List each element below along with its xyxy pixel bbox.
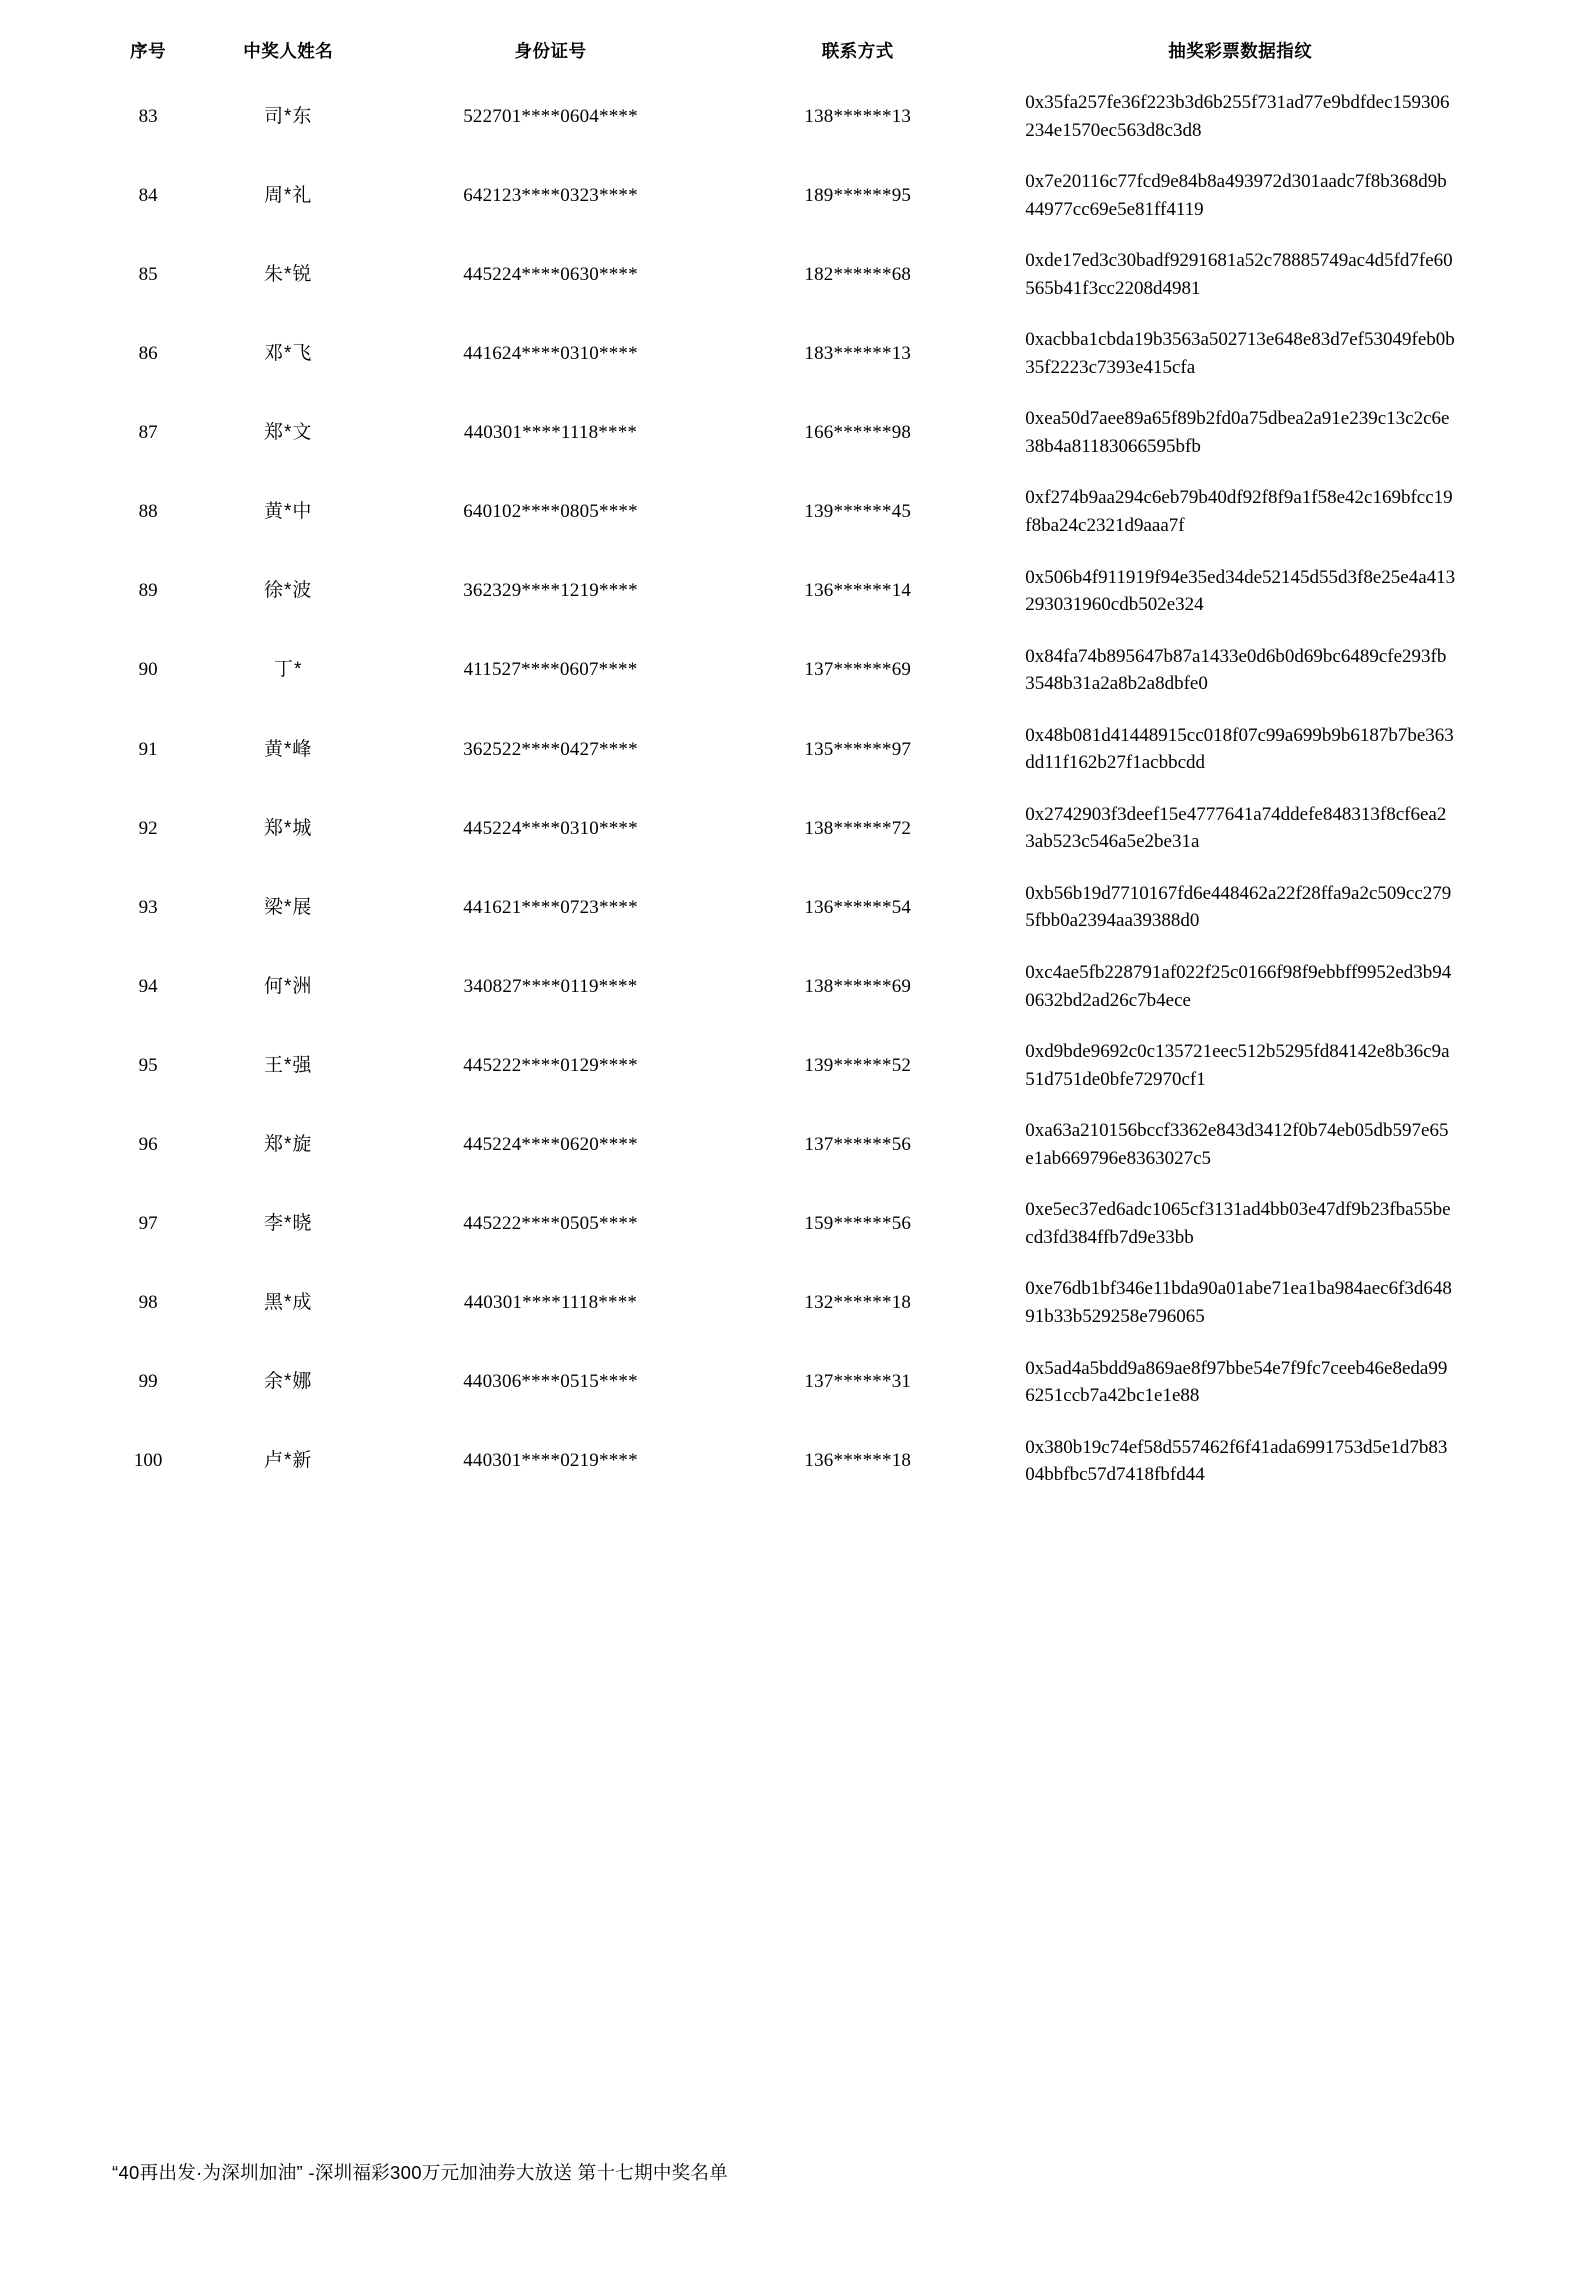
cell-id-number: 362522****0427****: [463, 738, 638, 760]
column-header-id: 身份证号: [514, 41, 587, 61]
cell-phone: 136******14: [804, 580, 912, 602]
table-row: [98, 710, 1488, 789]
table-row: [98, 1026, 1488, 1105]
cell-winner-name: 余*娜: [264, 1371, 313, 1393]
cell-phone: 189******95: [804, 184, 912, 206]
cell-id-number: 445222****0129****: [463, 1054, 638, 1076]
cell-phone: 137******56: [804, 1133, 912, 1155]
cell-winner-name: 周*礼: [264, 184, 313, 206]
cell-fingerprint: [993, 1422, 1488, 1501]
cell-winner-name: 何*洲: [264, 975, 313, 997]
cell-id-number: 440301****1118****: [463, 422, 638, 444]
cell-id-number: 411527****0607****: [463, 659, 638, 681]
fingerprint-text: 0x506b4f911919f94e35ed34de52145d55d3f8e25e4a413293031960cdb502e324: [1025, 566, 1456, 616]
column-header-name: 中奖人姓名: [243, 41, 334, 61]
cell-phone: 136******18: [804, 1450, 912, 1472]
fingerprint-text: 0xa63a210156bccf3362e843d3412f0b74eb05db597e65e1ab669796e8363027c5: [1025, 1120, 1449, 1169]
cell-index: 93: [138, 896, 158, 918]
cell-fingerprint: [993, 868, 1488, 947]
cell-winner-name: 黑*成: [264, 1292, 313, 1314]
cell-winner-name: 郑*旋: [264, 1133, 313, 1155]
fingerprint-text: 0xb56b19d7710167fd6e448462a22f28ffa9a2c509cc2795fbb0a2394aa39388d0: [1025, 882, 1452, 932]
table-row: [98, 393, 1488, 472]
cell-index: 100: [133, 1450, 163, 1472]
cell-fingerprint: [993, 1184, 1488, 1263]
cell-index: 84: [138, 184, 158, 206]
cell-phone: 159******56: [804, 1213, 912, 1235]
cell-index: 89: [138, 580, 158, 602]
cell-index: 97: [138, 1213, 158, 1235]
cell-index: 95: [138, 1054, 158, 1076]
table-row: [98, 631, 1488, 710]
cell-fingerprint: [993, 710, 1488, 789]
table-row: [98, 552, 1488, 631]
cell-index: 98: [138, 1292, 158, 1314]
cell-fingerprint: [993, 1105, 1488, 1184]
cell-fingerprint: [993, 156, 1488, 235]
cell-winner-name: 徐*波: [264, 580, 313, 602]
table-row: [98, 1343, 1488, 1422]
cell-id-number: 441621****0723****: [463, 896, 638, 918]
fingerprint-text: 0xc4ae5fb228791af022f25c0166f98f9ebbff9952ed3b940632bd2ad26c7b4ece: [1025, 962, 1452, 1011]
cell-phone: 137******31: [804, 1371, 912, 1393]
cell-fingerprint: [993, 789, 1488, 868]
cell-phone: 182******68: [804, 263, 912, 285]
cell-fingerprint: [993, 1026, 1488, 1105]
cell-winner-name: 朱*锐: [264, 263, 313, 285]
cell-phone: 135******97: [804, 738, 912, 760]
cell-id-number: 440301****0219****: [463, 1450, 638, 1472]
cell-index: 94: [138, 975, 158, 997]
table-row: [98, 1422, 1488, 1501]
cell-index: 92: [138, 817, 158, 839]
cell-index: 99: [138, 1371, 158, 1393]
cell-fingerprint: [993, 472, 1488, 551]
document-page: [0, 28, 1586, 2273]
table-body: [98, 77, 1488, 1501]
cell-fingerprint: [993, 552, 1488, 631]
fingerprint-text: 0xe76db1bf346e11bda90a01abe71ea1ba984aec6f3d64891b33b529258e796065: [1025, 1278, 1452, 1327]
table-row: [98, 472, 1488, 551]
cell-fingerprint: [993, 314, 1488, 393]
fingerprint-text: 0xf274b9aa294c6eb79b40df92f8f9a1f58e42c169bfcc19f8ba24c2321d9aaa7f: [1025, 487, 1453, 537]
cell-index: 83: [138, 105, 158, 127]
cell-fingerprint: [993, 947, 1488, 1026]
cell-index: 90: [138, 659, 158, 681]
column-header-fingerprint: 抽奖彩票数据指纹: [1168, 41, 1313, 61]
cell-phone: 139******45: [804, 501, 912, 523]
cell-phone: 138******72: [804, 817, 912, 839]
fingerprint-text: 0x2742903f3deef15e4777641a74ddefe848313f8cf6ea23ab523c546a5e2be31a: [1025, 803, 1447, 853]
cell-phone: 166******98: [804, 422, 912, 444]
fingerprint-text: 0x5ad4a5bdd9a869ae8f97bbe54e7f9fc7ceeb46e8eda996251ccb7a42bc1e1e88: [1025, 1357, 1448, 1407]
cell-id-number: 340827****0119****: [463, 975, 638, 997]
cell-winner-name: 邓*飞: [264, 343, 313, 365]
page-footer: “40再出发·为深圳加油” -深圳福彩300万元加油券大放送 第十七期中奖名单: [112, 2162, 729, 2183]
cell-phone: 136******54: [804, 896, 912, 918]
column-header-phone: 联系方式: [821, 41, 894, 61]
column-header-index: 序号: [130, 41, 167, 61]
cell-fingerprint: [993, 393, 1488, 472]
cell-index: 91: [138, 738, 158, 760]
fingerprint-text: 0x7e20116c77fcd9e84b8a493972d301aadc7f8b368d9b44977cc69e5e81ff4119: [1025, 171, 1447, 220]
cell-index: 86: [138, 343, 158, 365]
table-header: [98, 28, 1488, 77]
cell-phone: 183******13: [804, 343, 912, 365]
fingerprint-text: 0x35fa257fe36f223b3d6b255f731ad77e9bdfdec159306234e1570ec563d8c3d8: [1025, 92, 1450, 141]
fingerprint-text: 0xe5ec37ed6adc1065cf3131ad4bb03e47df9b23fba55becd3fd384ffb7d9e33bb: [1025, 1199, 1451, 1248]
cell-winner-name: 丁*: [274, 659, 303, 681]
cell-fingerprint: [993, 77, 1488, 156]
table-header-row: [98, 28, 1488, 77]
cell-index: 88: [138, 501, 158, 523]
table-row: [98, 1184, 1488, 1263]
cell-index: 87: [138, 422, 158, 444]
fingerprint-text: 0xacbba1cbda19b3563a502713e648e83d7ef53049feb0b35f2223c7393e415cfa: [1025, 329, 1455, 378]
cell-phone: 132******18: [804, 1292, 912, 1314]
cell-winner-name: 司*东: [264, 105, 313, 127]
fingerprint-text: 0xd9bde9692c0c135721eec512b5295fd84142e8b36c9a51d751de0bfe72970cf1: [1025, 1041, 1450, 1090]
cell-id-number: 445224****0630****: [463, 263, 638, 285]
fingerprint-text: 0x380b19c74ef58d557462f6f41ada6991753d5e1d7b8304bbfbc57d7418fbfd44: [1025, 1436, 1448, 1486]
cell-fingerprint: [993, 1263, 1488, 1342]
winners-table: [98, 28, 1488, 1501]
cell-id-number: 440306****0515****: [463, 1371, 638, 1393]
table-row: [98, 1263, 1488, 1342]
table-row: [98, 156, 1488, 235]
cell-winner-name: 郑*城: [264, 817, 313, 839]
cell-phone: 138******13: [804, 105, 912, 127]
cell-winner-name: 黄*峰: [264, 738, 313, 760]
cell-fingerprint: [993, 235, 1488, 314]
table-row: [98, 314, 1488, 393]
cell-id-number: 445222****0505****: [463, 1213, 638, 1235]
cell-id-number: 642123****0323****: [463, 184, 638, 206]
fingerprint-text: 0x48b081d41448915cc018f07c99a699b9b6187b7be363dd11f162b27f1acbbcdd: [1025, 724, 1454, 774]
cell-winner-name: 黄*中: [264, 501, 313, 523]
cell-id-number: 441624****0310****: [463, 343, 638, 365]
table-row: [98, 868, 1488, 947]
cell-id-number: 640102****0805****: [463, 501, 638, 523]
fingerprint-text: 0xde17ed3c30badf9291681a52c78885749ac4d5fd7fe60565b41f3cc2208d4981: [1025, 250, 1453, 299]
cell-index: 85: [138, 263, 158, 285]
cell-id-number: 522701****0604****: [463, 105, 638, 127]
cell-id-number: 445224****0620****: [463, 1133, 638, 1155]
table-row: [98, 235, 1488, 314]
table-row: [98, 789, 1488, 868]
cell-id-number: 362329****1219****: [463, 580, 638, 602]
fingerprint-text: 0xea50d7aee89a65f89b2fd0a75dbea2a91e239c13c2c6e38b4a81183066595bfb: [1025, 408, 1450, 457]
cell-index: 96: [138, 1133, 158, 1155]
cell-winner-name: 王*强: [264, 1054, 313, 1076]
table-row: [98, 77, 1488, 156]
cell-winner-name: 李*晓: [264, 1213, 313, 1235]
cell-id-number: 445224****0310****: [463, 817, 638, 839]
cell-winner-name: 梁*展: [264, 896, 313, 918]
cell-winner-name: 卢*新: [264, 1450, 313, 1472]
cell-phone: 139******52: [804, 1054, 912, 1076]
cell-fingerprint: [993, 1343, 1488, 1422]
table-row: [98, 1105, 1488, 1184]
cell-winner-name: 郑*文: [264, 422, 313, 444]
cell-id-number: 440301****1118****: [463, 1292, 638, 1314]
cell-phone: 138******69: [804, 975, 912, 997]
cell-phone: 137******69: [804, 659, 912, 681]
cell-fingerprint: [993, 631, 1488, 710]
fingerprint-text: 0x84fa74b895647b87a1433e0d6b0d69bc6489cfe293fb3548b31a2a8b2a8dbfe0: [1025, 645, 1447, 695]
table-row: [98, 947, 1488, 1026]
